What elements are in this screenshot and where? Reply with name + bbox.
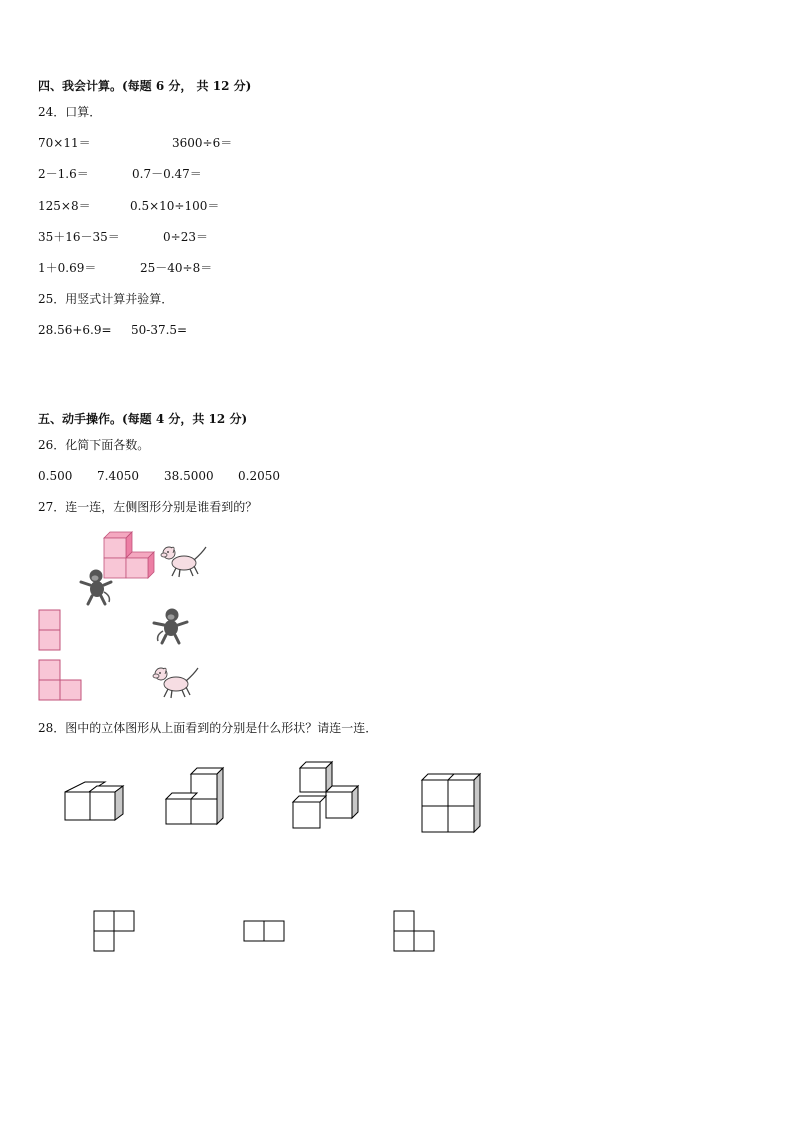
q25-title: 25．用竖式计算并验算． xyxy=(38,292,174,306)
q24-row3-right: 0.5×10÷100＝ xyxy=(130,199,220,213)
q28-solid-4 xyxy=(420,770,484,836)
q27-monkey-icon xyxy=(78,568,114,606)
section5-heading: 五、动手操作。(每题 4 分，共 12 分) xyxy=(38,412,248,426)
q27-title: 27．连一连，左侧图形分别是谁看到的？ xyxy=(38,500,258,514)
q28-top-view-2 xyxy=(243,920,287,944)
q24-row1-left: 70×11＝ xyxy=(38,136,91,150)
q24-row5-left: 1＋0.69＝ xyxy=(38,261,97,275)
q28-solid-1 xyxy=(63,778,127,826)
q28-solid-2 xyxy=(163,764,229,828)
q27-dog-icon-2 xyxy=(152,664,200,700)
q25-item1: 28.56+6.9= xyxy=(38,323,112,337)
q28-top-view-1 xyxy=(93,910,137,954)
q24-row3-left: 125×8＝ xyxy=(38,199,91,213)
q24-row2-right: 0.7－0.47＝ xyxy=(132,167,202,181)
q26-number4: 0.2050 xyxy=(238,469,280,483)
q27-view-l-shape xyxy=(38,659,84,703)
q24-row4-left: 35＋16－35＝ xyxy=(38,230,120,244)
section4-heading: 四、我会计算。(每题 6 分， 共 12 分) xyxy=(38,79,252,93)
q24-row4-right: 0÷23＝ xyxy=(163,230,208,244)
q26-title: 26．化简下面各数。 xyxy=(38,438,150,452)
q26-number2: 7.4050 xyxy=(97,469,139,483)
q25-item2: 50-37.5= xyxy=(131,323,188,337)
q27-monkey-icon-2 xyxy=(150,607,190,645)
q24-row2-left: 2－1.6＝ xyxy=(38,167,89,181)
q28-solid-3 xyxy=(290,760,362,830)
q27-view-vertical-two xyxy=(38,609,62,653)
q26-number3: 38.5000 xyxy=(164,469,214,483)
q28-top-view-3 xyxy=(393,910,437,954)
q28-title: 28．图中的立体图形从上面看到的分别是什么形状？请连一连． xyxy=(38,721,378,735)
q24-row1-right: 3600÷6＝ xyxy=(172,136,233,150)
q24-row5-right: 25－40÷8＝ xyxy=(140,261,213,275)
q24-title: 24．口算． xyxy=(38,105,102,119)
q27-dog-icon xyxy=(160,543,208,579)
q26-number1: 0.500 xyxy=(38,469,73,483)
